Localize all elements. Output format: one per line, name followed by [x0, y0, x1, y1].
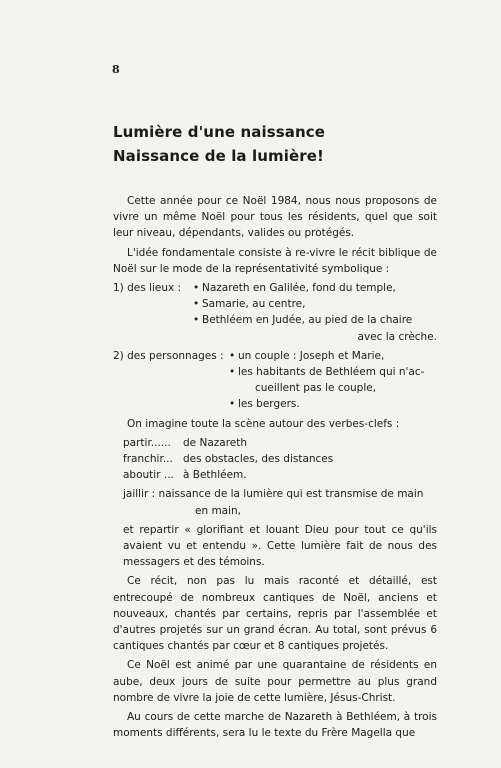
verb-jaillir: jaillir : naissance de la lumière qui est transmise de main — [123, 488, 424, 501]
verb-value: de Nazareth — [183, 436, 248, 449]
place-item-cont: avec la crèche. — [357, 330, 437, 343]
verb-key: franchir... — [123, 453, 173, 466]
character-item: • les habitants de Bethléem qui n'ac- — [229, 364, 437, 380]
places-list — [113, 280, 437, 345]
verb-key: partir...... — [123, 436, 171, 449]
paragraph-3: On imagine toute la scène autour des verbes-clefs : — [127, 417, 400, 430]
verb-repartir: et repartir « glorifiant et louant Dieu pour tout ce qu'ils avaient vu et entendu ». Cette lumière fait de nous des messagers et des témoins. — [123, 523, 437, 569]
character-item-cont: cueillent pas le couple, — [255, 382, 377, 395]
characters-list — [113, 348, 437, 413]
place-item: • Nazareth en Galilée, fond du temple, — [193, 280, 437, 296]
title-line-1: Lumière d'une naissance — [113, 123, 326, 141]
paragraph-5: Ce Noël est animé par une quarantaine de résidents en aube, deux jours de suite pour permettre au plus grand nombre de vivre la joie de cette lumière, Jésus-Christ. — [113, 659, 437, 704]
place-item: • Samarie, au centre, — [193, 296, 437, 312]
paragraph-6: Au cours de cette marche de Nazareth à Bethléem, à trois moments différents, sera lu le texte du Frère Magella que — [113, 711, 437, 740]
paragraph-4: Ce récit, non pas lu mais raconté et détaillé, est entrecoupé de nombreux cantiques de Noël, anciens et nouveaux, chantés par certains, repris par l'assemblée et d'autres projetés sur un grand écran. Au total, sont prévus 6 cantiques chantés par cœur et 8 cantiques projetés. — [113, 575, 437, 653]
verb-row — [123, 451, 437, 467]
title-line-2: Naissance de la lumière! — [113, 147, 324, 165]
paragraph-2: L'idée fondamentale consiste à re-vivre le récit biblique de Noël sur le mode de la représentativité symbolique : — [113, 246, 437, 275]
verb-value: des obstacles, des distances — [183, 453, 334, 466]
body-text — [113, 193, 437, 745]
verb-row — [123, 435, 437, 451]
verb-key: aboutir ... — [123, 469, 174, 482]
verb-jaillir-cont: en main, — [195, 504, 242, 517]
verb-row — [123, 467, 437, 483]
characters-label: 2) des personnages : — [113, 349, 224, 362]
character-item: • un couple : Joseph et Marie, — [229, 348, 437, 364]
paragraph-1: Cette année pour ce Noël 1984, nous nous proposons de vivre un même Noël pour tous les résidents, quel que soit leur niveau, dépendants, valides ou protégés. — [113, 195, 437, 240]
place-item: • Bethléem en Judée, au pied de la chaire — [193, 312, 437, 328]
places-label: 1) des lieux : — [113, 282, 182, 295]
verbs-list — [123, 435, 437, 571]
verb-value: à Bethléem. — [183, 469, 247, 482]
page-number: 8 — [112, 63, 120, 76]
character-item: • les bergers. — [229, 396, 437, 412]
